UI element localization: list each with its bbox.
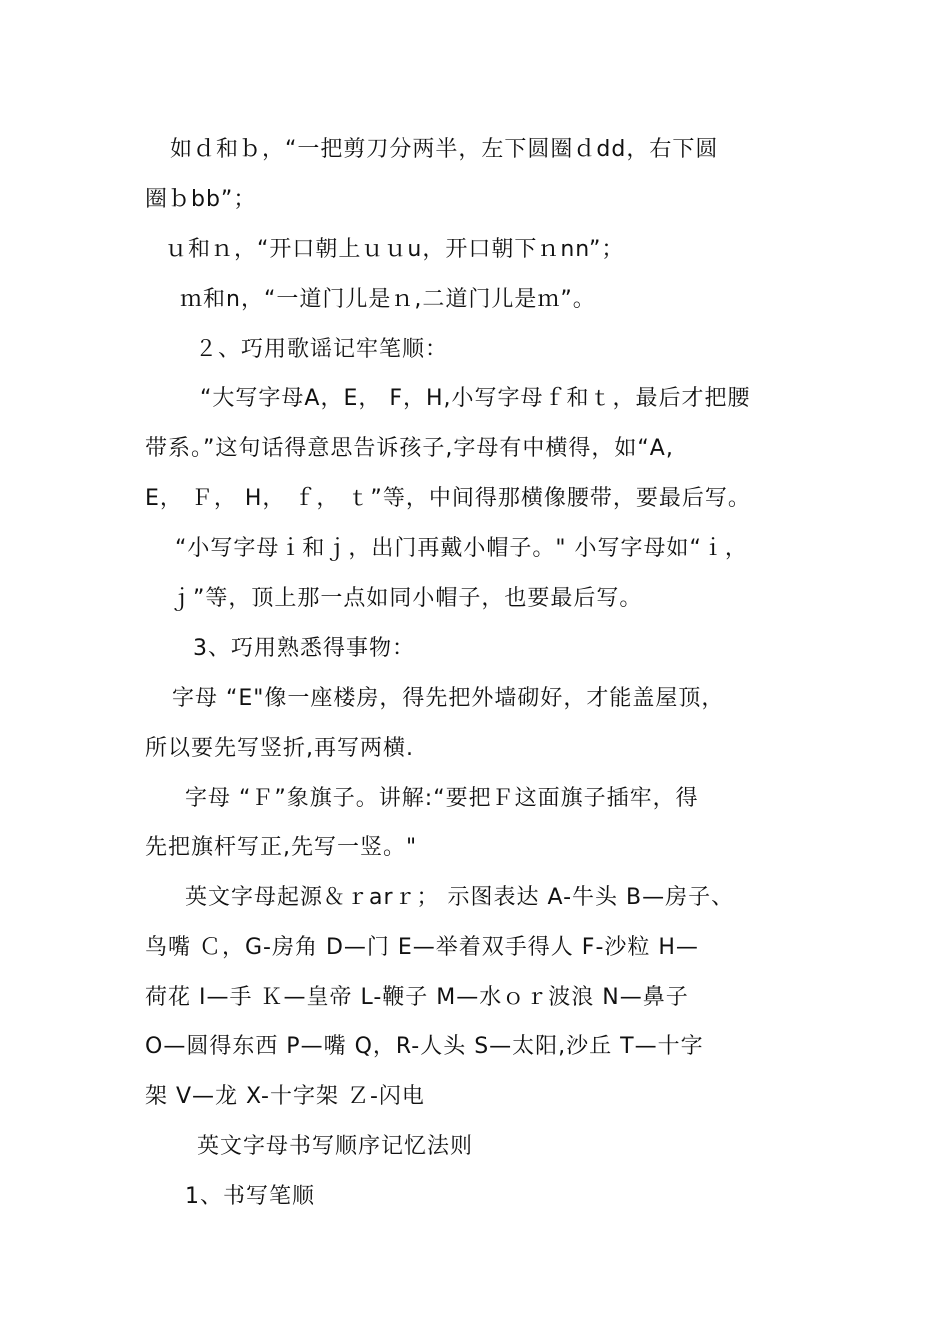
section-heading: 英文字母书写顺序记忆法则: [197, 1134, 474, 1159]
text-line: 字母 “Ｆ”象旗子。讲解:“要把Ｆ这面旗子插牢，得: [185, 786, 699, 811]
text-line: 字母 “E"像一座楼房，得先把外墙砌好，才能盖屋顶，: [172, 686, 725, 711]
text-line: 架 V—龙 X-十字架 Ｚ-闪电: [145, 1084, 425, 1109]
section-heading: ２、巧用歌谣记牢笔顺：: [195, 337, 449, 362]
text-line: 先把旗杆写正,先写一竖。": [145, 835, 418, 860]
text-line: ｊ”等，顶上那一点如同小帽子，也要最后写。: [170, 586, 643, 611]
text-line: “小写字母ｉ和ｊ，出门再戴小帽子。" 小写字母如“ｉ，: [175, 536, 748, 561]
text-line: ｕ和ｎ，“开口朝上ｕｕu，开口朝下ｎnn”；: [165, 237, 625, 262]
text-line: 圈ｂbb”；: [145, 187, 257, 212]
text-line: 带系。”这句话得意思告诉孩子,字母有中横得，如“A,: [145, 436, 674, 461]
section-heading: 3、巧用熟悉得事物：: [193, 636, 415, 661]
text-line: 如ｄ和ｂ，“一把剪刀分两半，左下圆圈ｄdd，右下圆: [170, 137, 719, 162]
text-line: 鸟嘴 Ｃ，G-房角 D—门 E—举着双手得人 F-沙粒 H—: [145, 935, 699, 960]
text-line: 荷花 I—手 Ｋ—皇帝 L-鞭子 M—水ｏｒ波浪 N—鼻子: [145, 985, 689, 1010]
text-line: ｍ和n，“一道门儿是ｎ,二道门儿是ｍ”。: [180, 287, 596, 312]
text-line: “大写字母A，E， F，H,小写字母ｆ和ｔ，最后才把腰: [200, 386, 751, 411]
text-line: 所以要先写竖折,再写两横.: [145, 736, 414, 761]
text-line: O—圆得东西 P—嘴 Q，R-人头 S—太阳,沙丘 T—十字: [145, 1034, 704, 1059]
text-line: 英文字母起源＆ｒarｒ； 示图表达 A-牛头 B—房子、: [185, 885, 735, 910]
section-heading: 1、书写笔顺: [185, 1184, 315, 1209]
text-line: E， Ｆ， H， ｆ， ｔ”等，中间得那横像腰带，要最后写。: [145, 486, 751, 511]
